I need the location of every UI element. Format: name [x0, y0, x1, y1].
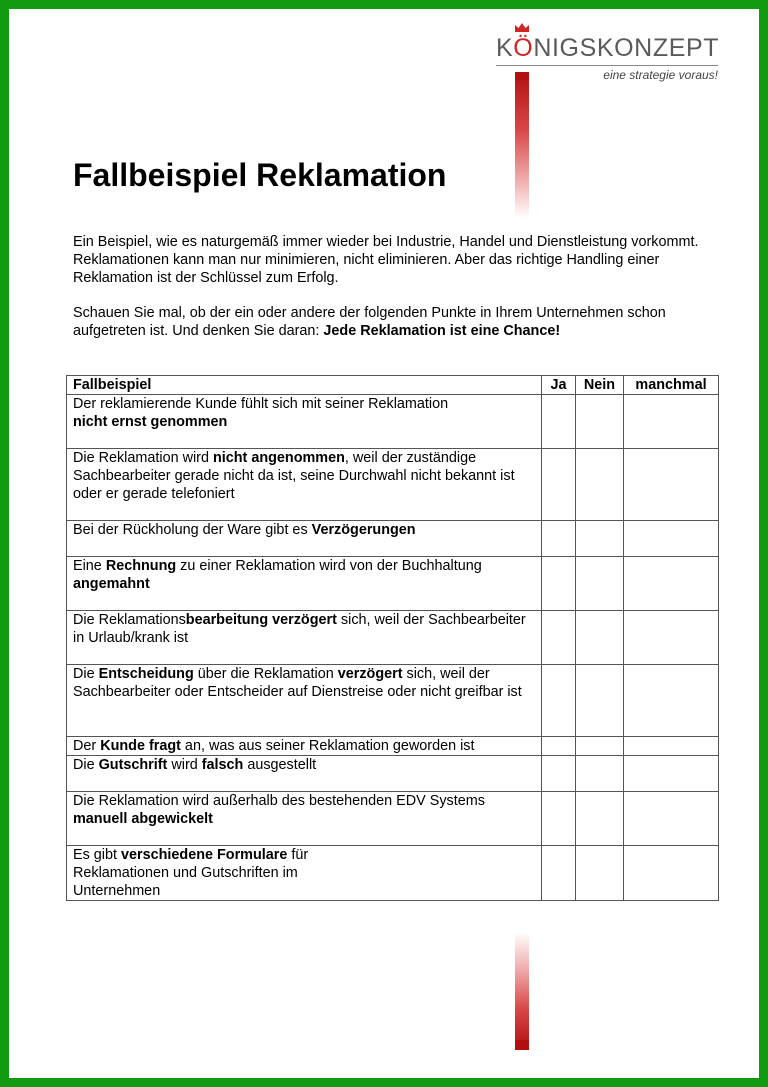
table-row: [67, 737, 719, 756]
case-description: Der reklamierende Kunde fühlt sich mit seiner Reklamation nicht ernst genommen: [67, 395, 542, 449]
checkbox-cell-ja[interactable]: [542, 611, 576, 665]
table-header-row: [67, 376, 719, 395]
case-description: Der Kunde fragt an, was aus seiner Reklamation geworden ist: [67, 737, 542, 756]
header-manchmal: manchmal: [624, 376, 719, 395]
checkbox-cell-ja[interactable]: [542, 521, 576, 557]
checkbox-cell-nein[interactable]: [576, 611, 624, 665]
checkbox-cell-nein[interactable]: [576, 665, 624, 737]
question-emphasis: Jede Reklamation ist eine Chance!: [323, 323, 561, 339]
decorative-bar-bottom: [515, 932, 529, 1050]
checkbox-cell-ja[interactable]: [542, 395, 576, 449]
case-description: Eine Rechnung zu einer Reklamation wird von der Buchhaltung angemahnt: [67, 557, 542, 611]
case-description: Die Entscheidung über die Reklamation verzögert sich, weil der Sachbearbeiter oder Entscheider auf Dienstreise oder nicht greifbar ist: [67, 665, 542, 737]
checkbox-cell-manchmal[interactable]: [624, 521, 719, 557]
case-description: Die Reklamation wird nicht angenommen, weil der zuständige Sachbearbeiter gerade nicht da ist, seine Durchwahl nicht bekannt ist oder er gerade telefoniert: [67, 449, 542, 521]
table-row: [67, 521, 719, 557]
checkbox-cell-ja[interactable]: [542, 846, 576, 901]
checkbox-cell-ja[interactable]: [542, 557, 576, 611]
header-nein: Nein: [576, 376, 624, 395]
checkbox-cell-manchmal[interactable]: [624, 557, 719, 611]
checkbox-cell-nein[interactable]: [576, 395, 624, 449]
checkbox-cell-ja[interactable]: [542, 792, 576, 846]
logo-brand: KÖNIGSKONZEPT: [496, 34, 720, 62]
table-row: [67, 665, 719, 737]
header-ja: Ja: [542, 376, 576, 395]
checkbox-cell-manchmal[interactable]: [624, 665, 719, 737]
checkbox-cell-nein[interactable]: [576, 846, 624, 901]
checklist-table: [66, 375, 719, 901]
checkbox-cell-nein[interactable]: [576, 737, 624, 756]
checkbox-cell-ja[interactable]: [542, 449, 576, 521]
intro-paragraph: Ein Beispiel, wie es naturgemäß immer wieder bei Industrie, Handel und Dienstleistung vorkommt. Reklamationen kann man nur minimieren, nicht eliminieren. Aber das richtige Handling einer Reklamation ist der Schlüssel zum Erfolg.: [73, 234, 699, 286]
checkbox-cell-manchmal[interactable]: [624, 737, 719, 756]
checkbox-cell-manchmal[interactable]: [624, 846, 719, 901]
question-paragraph: [73, 304, 718, 340]
checkbox-cell-ja[interactable]: [542, 737, 576, 756]
checkbox-cell-nein[interactable]: [576, 792, 624, 846]
checkbox-cell-nein[interactable]: [576, 521, 624, 557]
checkbox-cell-nein[interactable]: [576, 449, 624, 521]
logo-slogan: eine strategie voraus!: [603, 68, 718, 82]
checkbox-cell-ja[interactable]: [542, 665, 576, 737]
page-title: Fallbeispiel Reklamation: [73, 157, 447, 193]
checkbox-cell-nein[interactable]: [576, 557, 624, 611]
decorative-bar-top: [515, 72, 529, 218]
case-description: Die Reklamationsbearbeitung verzögert sich, weil der Sachbearbeiter in Urlaub/krank ist: [67, 611, 542, 665]
table-row: [67, 557, 719, 611]
case-description: Es gibt verschiedene Formulare für Reklamationen und Gutschriften im Unternehmen: [67, 846, 542, 901]
table-row: [67, 449, 719, 521]
case-description: Die Reklamation wird außerhalb des bestehenden EDV Systems manuell abgewickelt: [67, 792, 542, 846]
table-row: [67, 846, 719, 901]
checkbox-cell-manchmal[interactable]: [624, 611, 719, 665]
question-text: Schauen Sie mal, ob der ein oder andere der folgenden Punkte in Ihrem Unternehmen schon aufgetreten ist. Und denken Sie daran:: [73, 305, 666, 339]
checkbox-cell-manchmal[interactable]: [624, 395, 719, 449]
checkbox-cell-manchmal[interactable]: [624, 792, 719, 846]
case-description: Bei der Rückholung der Ware gibt es Verzögerungen: [67, 521, 542, 557]
checkbox-cell-nein[interactable]: [576, 756, 624, 792]
crown-icon: [515, 23, 529, 32]
table-row: [67, 792, 719, 846]
checkbox-cell-manchmal[interactable]: [624, 449, 719, 521]
case-description: Die Gutschrift wird falsch ausgestellt: [67, 756, 542, 792]
table-row: [67, 611, 719, 665]
logo-divider: [496, 65, 718, 66]
checkbox-cell-manchmal[interactable]: [624, 756, 719, 792]
checkbox-cell-ja[interactable]: [542, 756, 576, 792]
table-row: [67, 395, 719, 449]
table-row: [67, 756, 719, 792]
company-logo: [496, 33, 718, 82]
header-fallbeispiel: Fallbeispiel: [67, 376, 542, 395]
